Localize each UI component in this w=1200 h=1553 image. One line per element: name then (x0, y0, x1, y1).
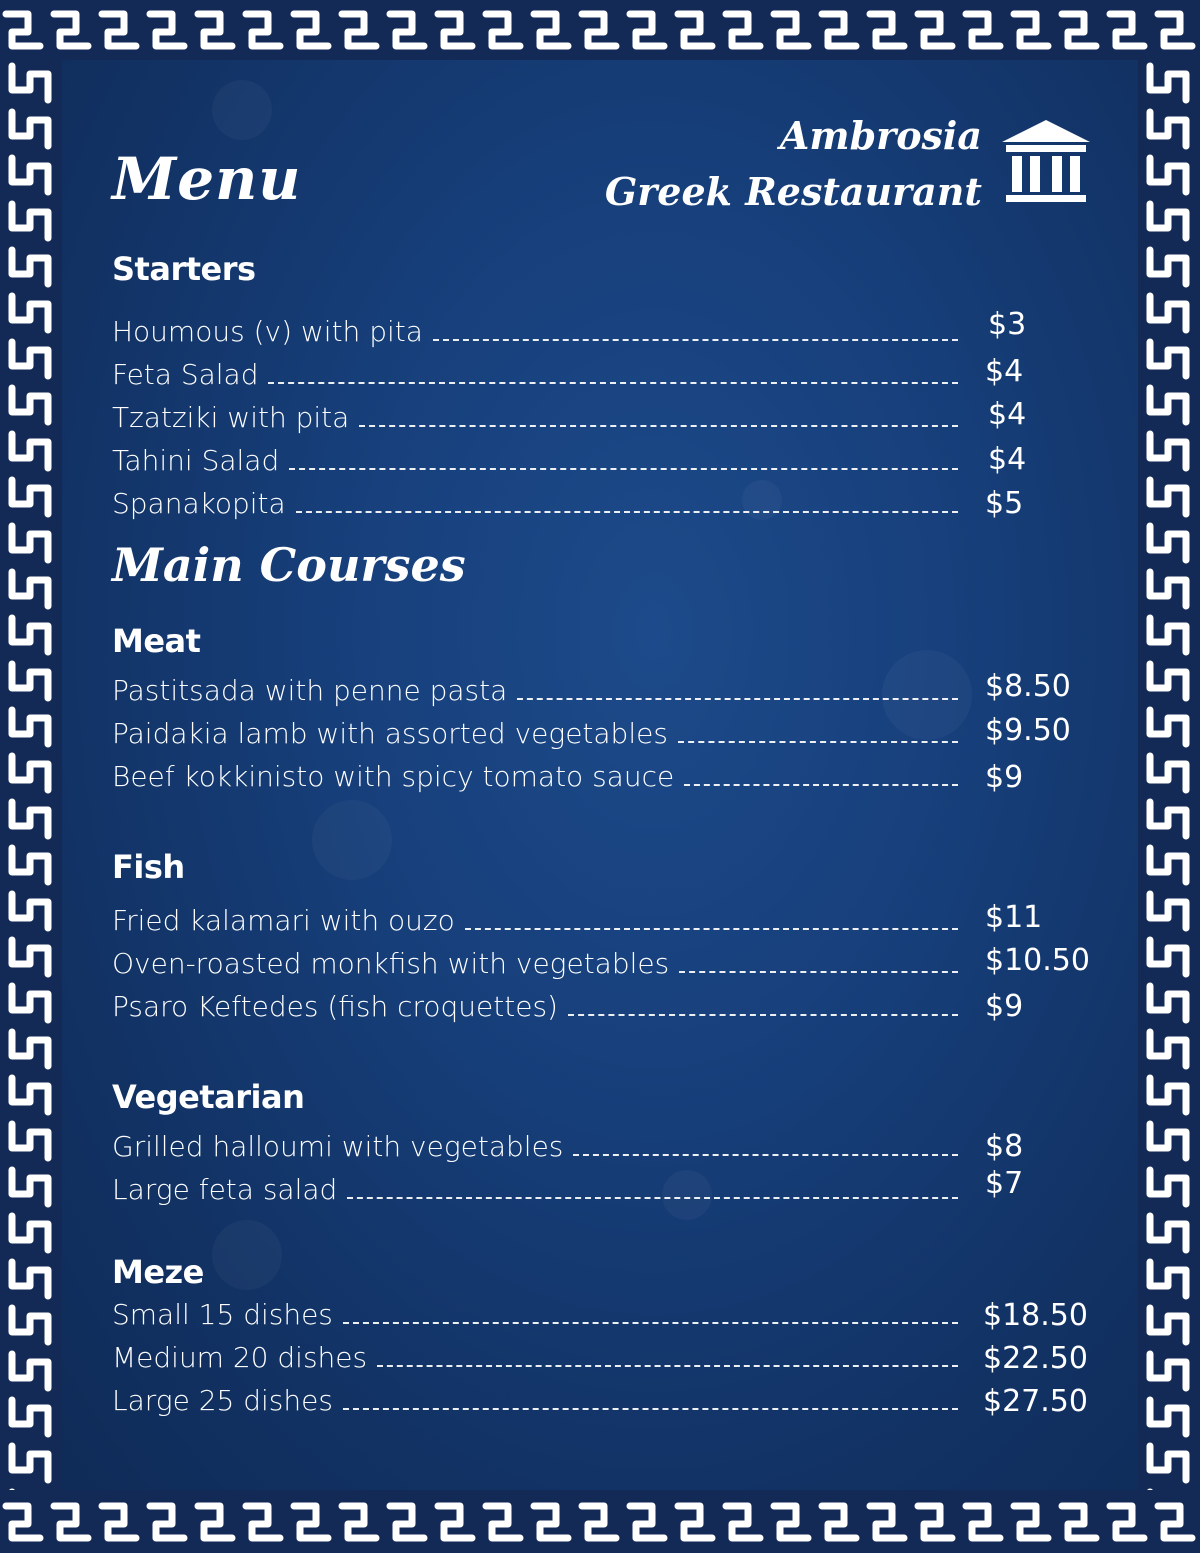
menu-item (112, 401, 958, 441)
dotted-leader (289, 468, 958, 470)
item-name: Fried kalamari with ouzo (112, 904, 455, 937)
dotted-leader (343, 1408, 958, 1410)
item-price: $9.50 (985, 713, 1071, 748)
dotted-leader (347, 1197, 958, 1199)
dotted-leader (573, 1154, 958, 1156)
item-price: $8 (985, 1129, 1024, 1164)
greek-key-pattern-left (0, 60, 62, 1490)
border-left (0, 60, 62, 1490)
menu-item (112, 1298, 958, 1338)
item-name: Feta Salad (112, 358, 259, 391)
menu-title: Menu (112, 145, 302, 213)
menu-item (112, 444, 958, 484)
item-price: $3 (988, 307, 1027, 342)
dotted-leader (678, 741, 958, 743)
menu-item (112, 1130, 958, 1170)
menu-item (112, 315, 958, 355)
dotted-leader (517, 698, 958, 700)
decor-bubble (212, 1220, 282, 1290)
item-name: Tahini Salad (112, 444, 280, 477)
item-price: $22.50 (983, 1341, 1088, 1376)
dotted-leader (268, 382, 958, 384)
menu-item (112, 358, 958, 398)
menu-item (112, 760, 958, 800)
item-name: Tzatziki with pita (112, 401, 350, 434)
item-price: $10.50 (985, 943, 1090, 978)
menu-item (112, 1173, 958, 1213)
fish-heading: Fish (112, 848, 185, 886)
menu-item (112, 1341, 958, 1381)
menu-item (112, 904, 958, 944)
item-price: $5 (985, 486, 1024, 521)
vegetarian-heading: Vegetarian (112, 1078, 305, 1116)
decor-bubble (312, 800, 392, 880)
item-name: Paidakia lamb with assorted vegetables (112, 717, 668, 750)
greek-key-pattern-bottom (0, 1490, 1200, 1553)
border-right (1138, 60, 1200, 1490)
item-name: Spanakopita (112, 487, 286, 520)
dotted-leader (679, 971, 958, 973)
main-courses-heading: Main Courses (112, 538, 466, 592)
item-name: Pastitsada with penne pasta (112, 674, 508, 707)
item-price: $7 (985, 1166, 1024, 1201)
restaurant-name-line2: Greek Restaurant (604, 169, 982, 214)
item-price: $9 (985, 760, 1024, 795)
dotted-leader (568, 1014, 958, 1016)
item-name: Grilled halloumi with vegetables (112, 1130, 564, 1163)
restaurant-name-line1: Ambrosia (779, 113, 982, 158)
item-name: Beef kokkinisto with spicy tomato sauce (112, 760, 675, 793)
item-price: $4 (988, 442, 1027, 477)
item-name: Medium 20 dishes (112, 1341, 368, 1374)
item-name: Large feta salad (112, 1173, 338, 1206)
border-bottom (0, 1490, 1200, 1553)
greek-key-pattern-right (1138, 60, 1200, 1490)
dotted-leader (433, 339, 958, 341)
border-top (0, 0, 1200, 60)
dotted-leader (465, 928, 958, 930)
item-name: Small 15 dishes (112, 1298, 333, 1331)
item-price: $8.50 (985, 669, 1071, 704)
item-price: $27.50 (983, 1384, 1088, 1419)
meze-heading: Meze (112, 1253, 204, 1291)
meat-heading: Meat (112, 622, 201, 660)
item-price: $4 (985, 354, 1024, 389)
menu-item (112, 947, 958, 987)
dotted-leader (684, 784, 958, 786)
menu-item (112, 487, 958, 527)
item-price: $4 (988, 397, 1027, 432)
item-name: Psaro Keftedes (fish croquettes) (112, 990, 558, 1023)
decor-bubble (212, 80, 272, 140)
temple-icon (1000, 118, 1092, 208)
item-name: Houmous (v) with pita (112, 315, 423, 348)
menu-item (112, 674, 958, 714)
dotted-leader (377, 1365, 958, 1367)
item-price: $11 (985, 900, 1043, 935)
dotted-leader (296, 511, 958, 513)
dotted-leader (359, 425, 958, 427)
item-name: Large 25 dishes (112, 1384, 333, 1417)
menu-item (112, 1384, 958, 1424)
menu-item (112, 990, 958, 1030)
restaurant-name (605, 108, 982, 220)
item-name: Oven-roasted monkfish with vegetables (112, 947, 670, 980)
menu-item (112, 717, 958, 757)
item-price: $9 (985, 989, 1024, 1024)
item-price: $18.50 (983, 1298, 1088, 1333)
dotted-leader (343, 1322, 958, 1324)
greek-key-pattern-top (0, 0, 1200, 60)
starters-heading: Starters (112, 250, 256, 288)
